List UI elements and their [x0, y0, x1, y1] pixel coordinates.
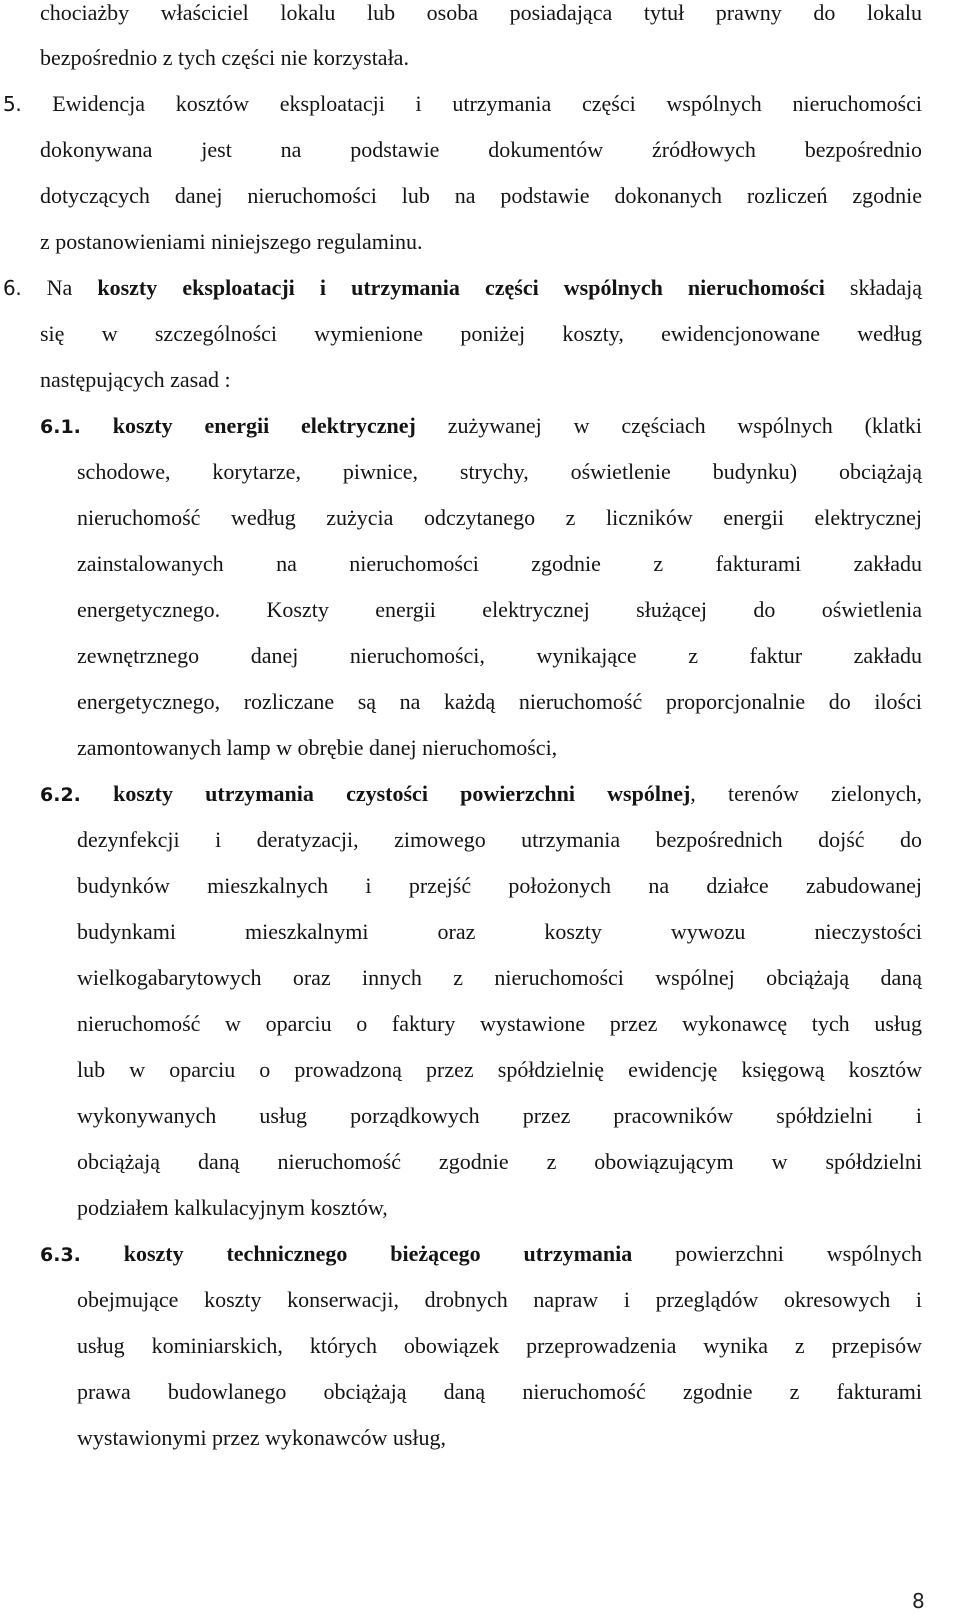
bold-term: koszty energii elektrycznej [112, 413, 416, 438]
paragraph-line: chociażby właściciel lokalu lub osoba posiadająca tytuł prawny do lokalu [40, 0, 922, 25]
paragraph-line: bezpośrednio z tych części nie korzystała. [40, 45, 409, 70]
paragraph-line: schodowe, korytarze, piwnice, strychy, oświetlenie budynku) obciążają [77, 459, 922, 484]
list-item-6: 6. Na koszty eksploatacji i utrzymania części wspólnych nieruchomości składają [3, 275, 923, 300]
list-number: 5. [3, 92, 22, 116]
paragraph-line: prawa budowlanego obciążają daną nieruchomość zgodnie z fakturami [77, 1379, 922, 1404]
paragraph-line: budynkami mieszkalnymi oraz koszty wywozu nieczystości [77, 919, 922, 944]
paragraph-line: obciążają daną nieruchomość zgodnie z obowiązującym w spółdzielni [77, 1149, 922, 1174]
bold-term: koszty utrzymania czystości powierzchni wspólnej [113, 781, 691, 806]
list-number: 6. [3, 276, 22, 300]
paragraph-line: zainstalowanych na nieruchomości zgodnie z fakturami zakładu [77, 551, 922, 576]
bold-term: koszty technicznego bieżącego utrzymania [123, 1241, 633, 1266]
paragraph-line: energetycznego. Koszty energii elektrycznej służącej do oświetlenia [77, 597, 922, 622]
paragraph-line: dezynfekcji i deratyzacji, zimowego utrzymania bezpośrednich dojść do [77, 827, 922, 852]
paragraph-line: się w szczególności wymienione poniżej koszty, ewidencjonowane według [40, 321, 922, 346]
list-item-6-2: 6.2. koszty utrzymania czystości powierzchni wspólnej, terenów zielonych, [40, 781, 923, 806]
paragraph-line: dokonywana jest na podstawie dokumentów źródłowych bezpośrednio [40, 137, 922, 162]
list-number: 6.3. [40, 1244, 81, 1266]
paragraph-line: lub w oparciu o prowadzoną przez spółdzielnię ewidencję księgową kosztów [77, 1057, 922, 1082]
paragraph-line: wykonywanych usług porządkowych przez pracowników spółdzielni i [77, 1103, 922, 1128]
paragraph-line: z postanowieniami niniejszego regulaminu. [40, 229, 423, 254]
list-item-6-3: 6.3. koszty technicznego bieżącego utrzymania powierzchni wspólnych [40, 1241, 923, 1266]
paragraph-line: dotyczących danej nieruchomości lub na podstawie dokonanych rozliczeń zgodnie [40, 183, 922, 208]
list-number: 6.2. [40, 784, 81, 806]
list-item-5: 5. Ewidencja kosztów eksploatacji i utrzymania części wspólnych nieruchomości [3, 91, 922, 116]
paragraph-line: wielkogabarytowych oraz innych z nieruchomości wspólnej obciążają daną [77, 965, 922, 990]
paragraph-line: wystawionymi przez wykonawców usług, [77, 1425, 447, 1450]
list-item-6-1: 6.1. koszty energii elektrycznej zużywanej w częściach wspólnych (klatki [40, 413, 923, 438]
paragraph-line: energetycznego, rozliczane są na każdą nieruchomość proporcjonalnie do ilości [77, 689, 922, 714]
paragraph-line: zamontowanych lamp w obrębie danej nieruchomości, [77, 735, 558, 760]
bold-term: koszty eksploatacji i utrzymania części wspólnych nieruchomości [97, 275, 825, 300]
paragraph-line: usług kominiarskich, których obowiązek przeprowadzenia wynika z przepisów [77, 1333, 922, 1358]
paragraph-line: obejmujące koszty konserwacji, drobnych napraw i przeglądów okresowych i [77, 1287, 922, 1312]
paragraph-line: nieruchomość według zużycia odczytanego z liczników energii elektrycznej [77, 505, 922, 530]
paragraph-line: nieruchomość w oparciu o faktury wystawione przez wykonawcę tych usług [77, 1011, 922, 1036]
paragraph-line: zewnętrznego danej nieruchomości, wynikające z faktur zakładu [77, 643, 922, 668]
paragraph-line: następujących zasad : [40, 367, 231, 392]
paragraph-line: podziałem kalkulacyjnym kosztów, [77, 1195, 388, 1220]
paragraph-line: budynków mieszkalnych i przejść położonych na działce zabudowanej [77, 873, 922, 898]
page-number: 8 [912, 1589, 925, 1613]
list-number: 6.1. [40, 416, 81, 438]
